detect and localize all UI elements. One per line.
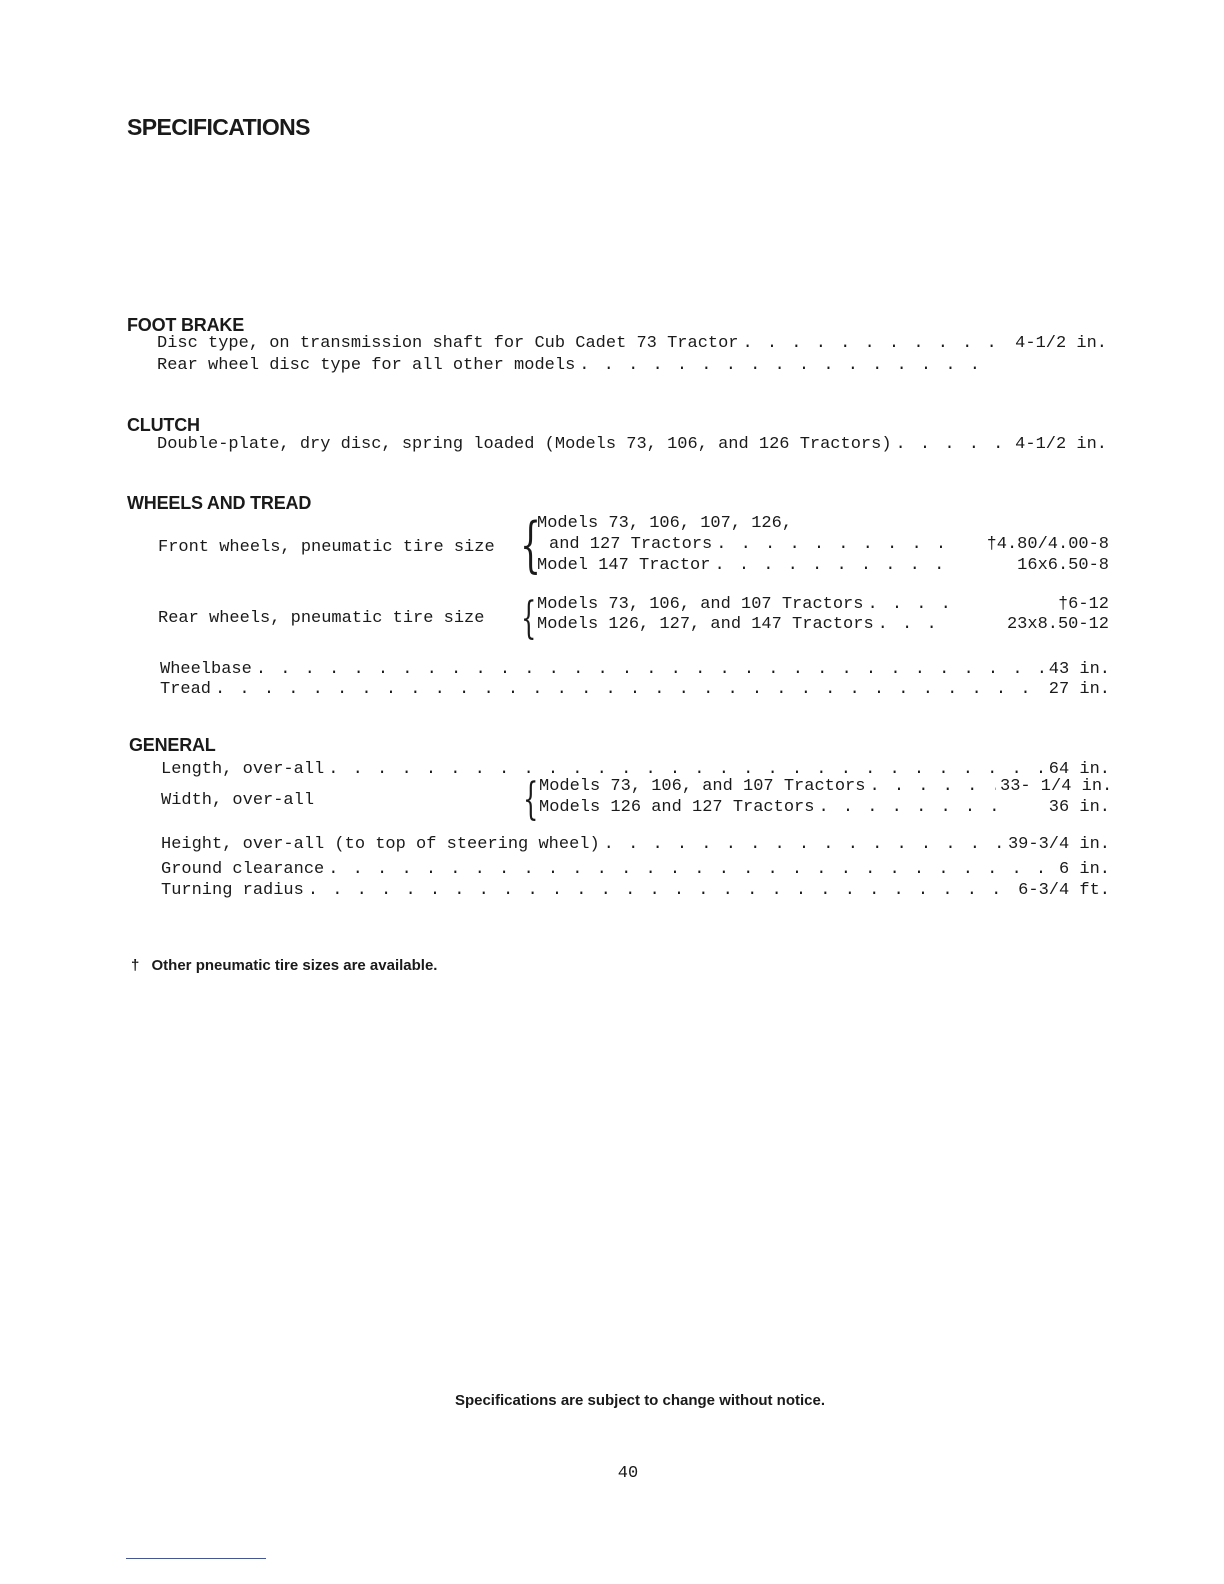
clutch-row-1 — [157, 435, 1107, 455]
leader-dots — [867, 595, 955, 615]
footnote — [131, 957, 437, 974]
turning-value: 6-3/4 ft. — [1018, 881, 1110, 900]
length-label: Length, over-all — [161, 760, 325, 779]
rear-models-a: Models 73, 106, and 107 Tractors — [537, 595, 864, 614]
leader-dots — [714, 556, 955, 576]
front-value-b: 16x6.50-8 — [1017, 556, 1109, 575]
footer-rule — [126, 1558, 266, 1559]
foot-brake-line1-text: Disc type, on transmission shaft for Cub Cadet 73 Tractor — [157, 334, 739, 353]
leader-dots — [328, 860, 1055, 880]
leader-dots — [878, 615, 955, 635]
front-value-a: †4.80/4.00-8 — [986, 535, 1109, 554]
length-value: 64 in. — [1048, 760, 1110, 779]
tread-row — [160, 680, 1110, 700]
front-models-a1: Models 73, 106, 107, 126, — [537, 514, 793, 533]
rear-value-b: 23x8.50-12 — [1006, 615, 1109, 634]
foot-brake-line2-text: Rear wheel disc type for all other models — [157, 356, 576, 375]
wheels-heading: WHEELS AND TREAD — [127, 493, 312, 513]
foot-brake-heading: FOOT BRAKE — [127, 315, 244, 335]
width-brace: { — [523, 774, 539, 825]
width-models-a: Models 73, 106, and 107 Tractors — [539, 777, 866, 796]
leader-dots — [869, 777, 996, 797]
leader-dots — [716, 535, 955, 555]
footnote-symbol: † — [131, 957, 140, 974]
clutch-heading: CLUTCH — [127, 415, 200, 435]
rear-value-a: †6-12 — [1057, 595, 1109, 614]
width-value-a: 33- 1/4 in. — [1000, 777, 1113, 796]
rear-wheels-brace: { — [521, 593, 537, 644]
front-row-a — [537, 535, 1109, 555]
leader-dots — [604, 835, 1004, 855]
foot-brake-line1-value: 4-1/2 in. — [1015, 334, 1107, 353]
front-wheels-brace: { — [520, 510, 542, 580]
height-row — [161, 835, 1110, 855]
wheelbase-row — [160, 660, 1110, 680]
leader-dots — [896, 435, 1012, 455]
leader-dots — [215, 680, 1045, 700]
rear-row-b — [537, 615, 1109, 635]
leader-dots — [579, 356, 995, 376]
leader-dots — [818, 798, 996, 818]
page-title: SPECIFICATIONS — [127, 114, 310, 140]
width-value-b: 36 in. — [1048, 798, 1110, 817]
front-wheels-label: Front wheels, pneumatic tire size — [158, 538, 495, 557]
turning-label: Turning radius — [161, 881, 304, 900]
change-notice: Specifications are subject to change without notice. — [454, 1392, 826, 1409]
clearance-row — [161, 860, 1110, 880]
front-models-a2: and 127 Tractors — [549, 535, 713, 554]
front-row-b — [537, 556, 1109, 576]
general-heading: GENERAL — [129, 735, 216, 755]
height-value: 39-3/4 in. — [1007, 835, 1110, 854]
rear-models-b: Models 126, 127, and 147 Tractors — [537, 615, 874, 634]
wheelbase-label: Wheelbase — [160, 660, 252, 679]
clearance-label: Ground clearance — [161, 860, 325, 879]
width-row-a — [539, 777, 1113, 797]
page-number: 40 — [617, 1464, 639, 1483]
width-row-b — [539, 798, 1110, 818]
tread-label: Tread — [160, 680, 212, 699]
clutch-line1-text: Double-plate, dry disc, spring loaded (Models 73, 106, and 126 Tractors) — [157, 435, 892, 454]
leader-dots — [256, 660, 1045, 680]
foot-brake-row-2 — [157, 356, 999, 376]
height-label: Height, over-all (to top of steering wheel) — [161, 835, 600, 854]
width-label: Width, over-all — [161, 791, 315, 810]
rear-row-a — [537, 595, 1109, 615]
leader-dots — [743, 334, 1012, 354]
wheelbase-value: 43 in. — [1048, 660, 1110, 679]
footnote-text: Other pneumatic tire sizes are available. — [151, 957, 438, 974]
turning-row — [161, 881, 1110, 901]
leader-dots — [308, 881, 1014, 901]
front-models-b: Model 147 Tractor — [537, 556, 711, 575]
rear-wheels-label: Rear wheels, pneumatic tire size — [158, 609, 485, 628]
clutch-line1-value: 4-1/2 in. — [1015, 435, 1107, 454]
tread-value: 27 in. — [1048, 680, 1110, 699]
width-models-b: Models 126 and 127 Tractors — [539, 798, 815, 817]
clearance-value: 6 in. — [1058, 860, 1110, 879]
foot-brake-row-1 — [157, 334, 1107, 354]
